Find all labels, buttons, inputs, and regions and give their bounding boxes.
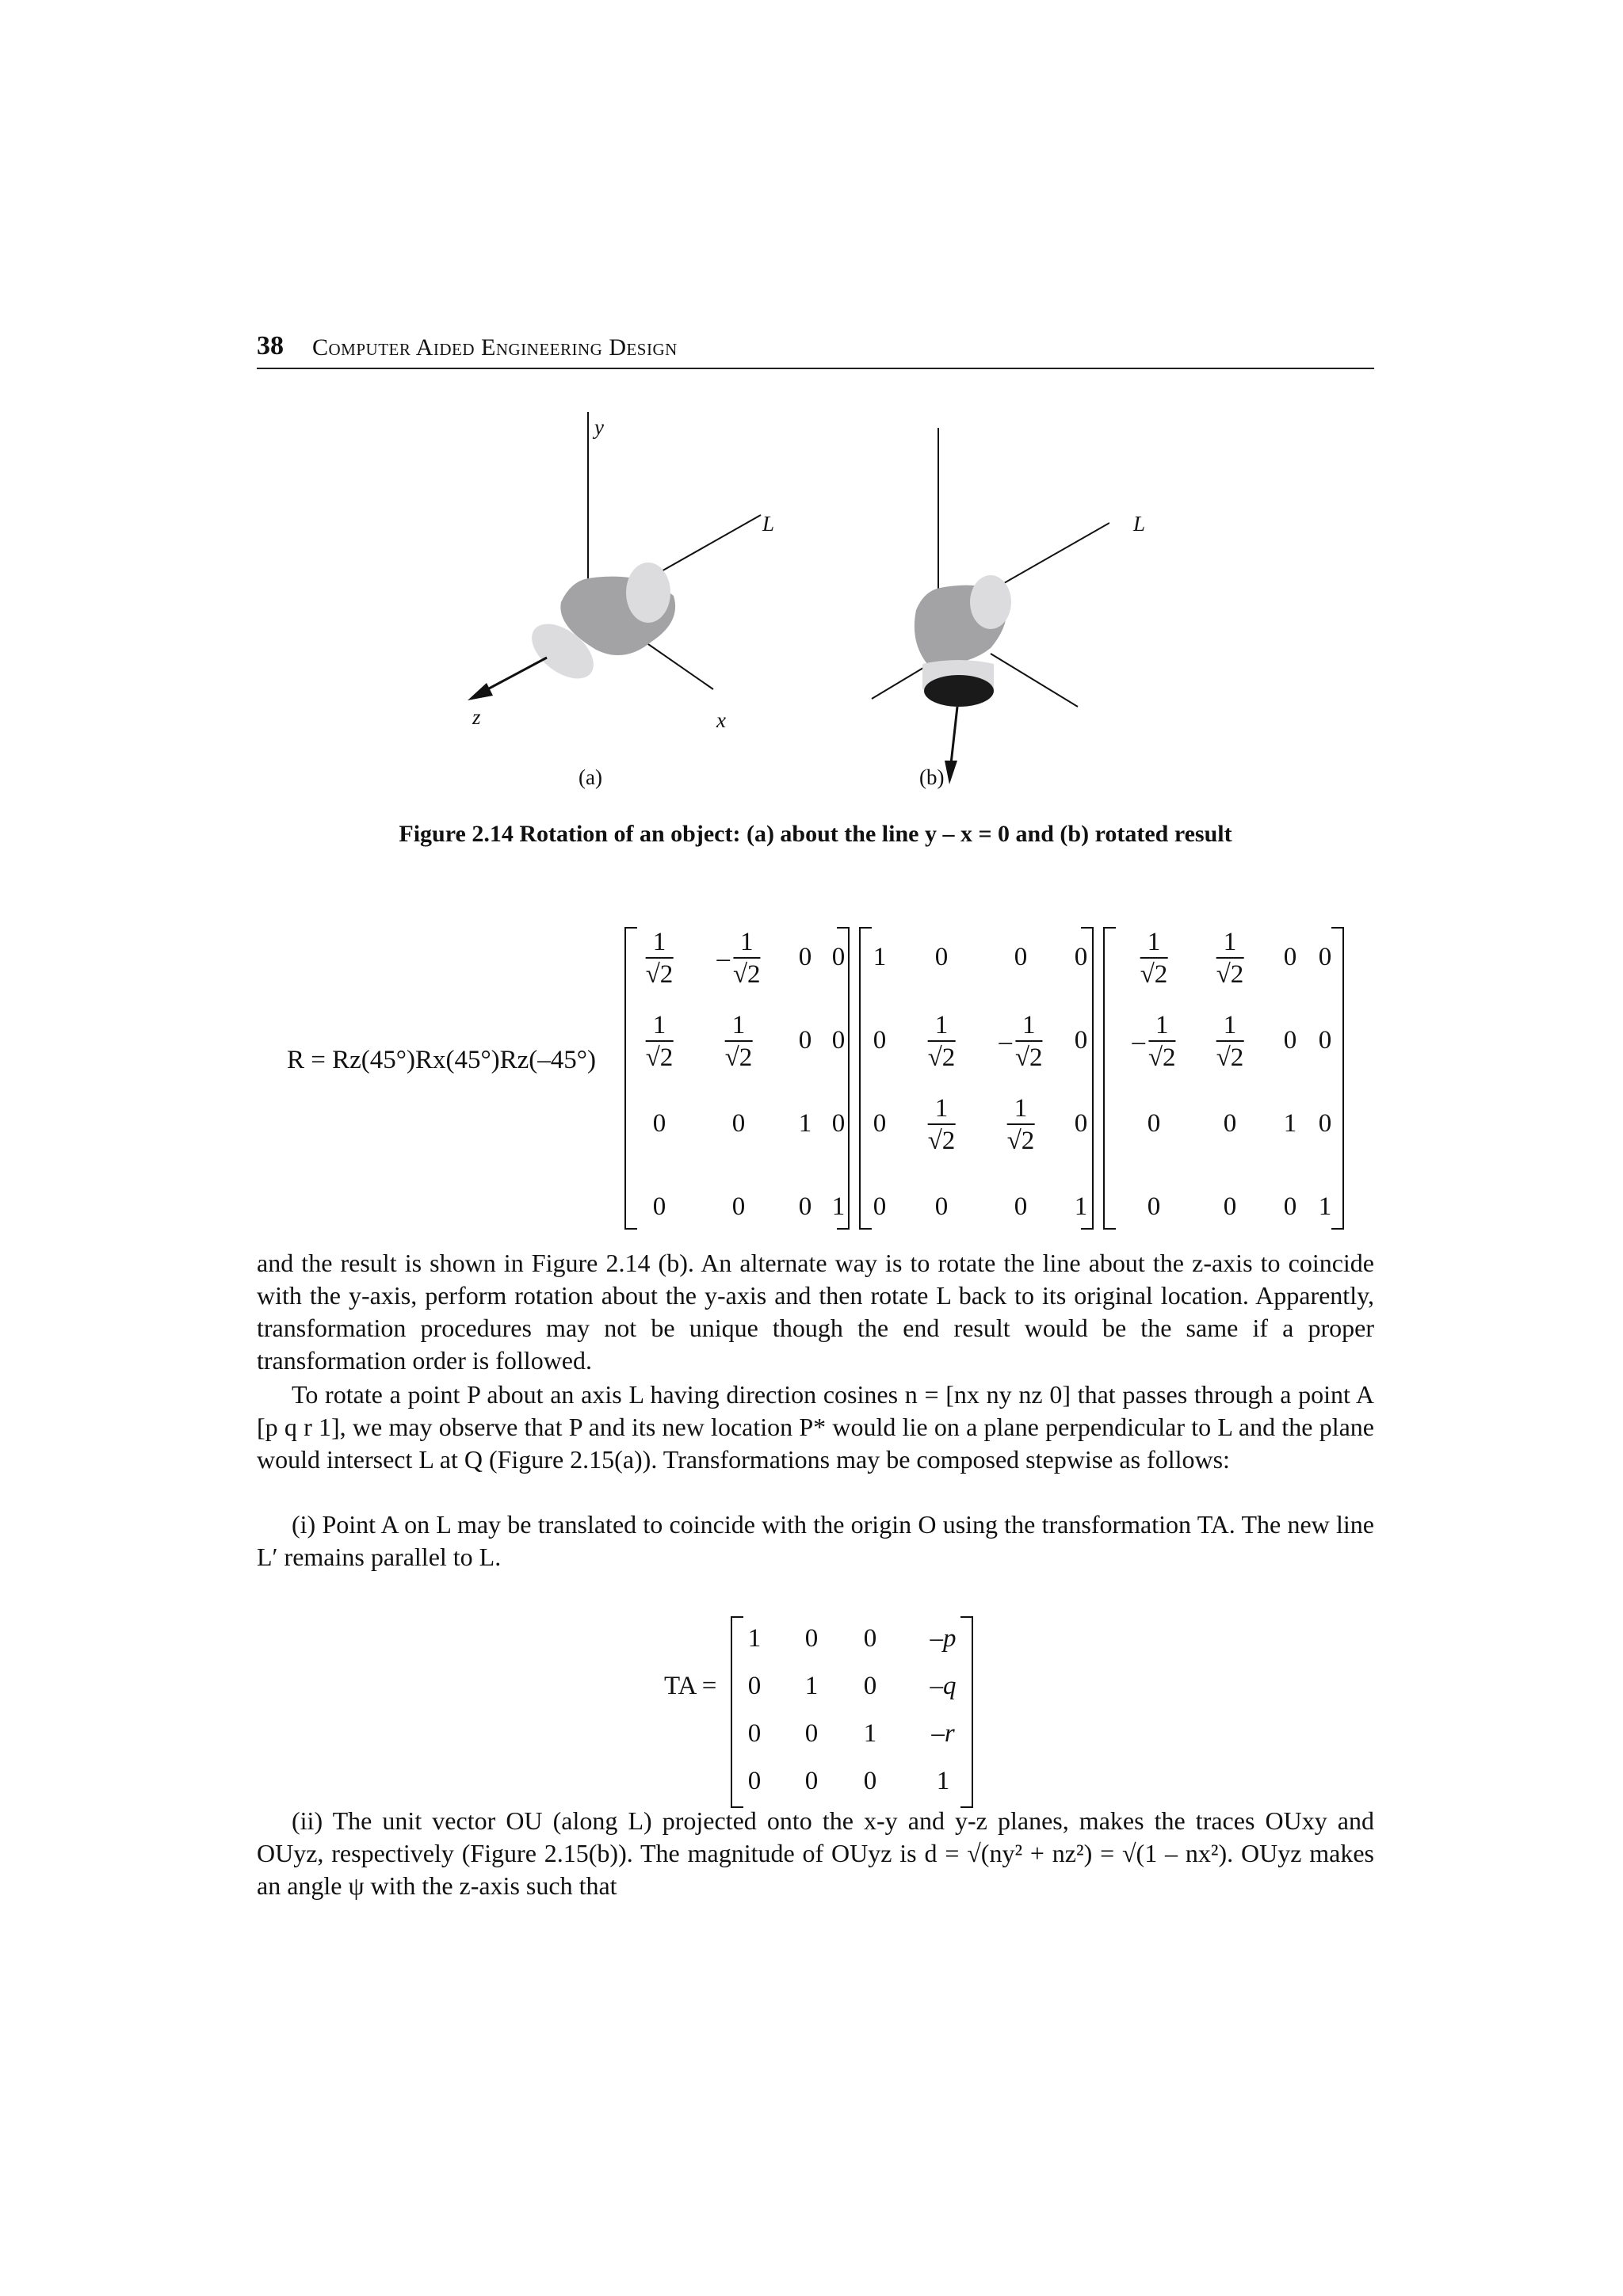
fraction bbox=[1216, 927, 1244, 990]
matrix-bracket bbox=[837, 927, 850, 1230]
fraction-numerator: 1 bbox=[646, 1010, 674, 1042]
matrix-cell: 0 bbox=[1318, 943, 1332, 971]
matrix-cell: 0 bbox=[1074, 1109, 1088, 1138]
matrix-cell bbox=[1216, 927, 1244, 990]
right-axis-b bbox=[991, 654, 1078, 707]
fraction-numerator: 1 bbox=[733, 927, 761, 959]
fraction-numerator: 1 bbox=[1216, 927, 1244, 959]
matrix-cell: 0 bbox=[863, 1672, 877, 1700]
matrix-cell: –q bbox=[930, 1672, 957, 1700]
fraction-numerator: 1 bbox=[1148, 1010, 1176, 1042]
fraction-denominator: √2 bbox=[732, 960, 761, 989]
fraction bbox=[646, 1010, 674, 1074]
matrix-cell: 0 bbox=[747, 1767, 762, 1795]
fraction bbox=[928, 1093, 956, 1157]
sublabel-b: (b) bbox=[919, 765, 945, 789]
matrix-cell: 0 bbox=[731, 1192, 746, 1221]
matrix-cell: 0 bbox=[1074, 1026, 1088, 1055]
running-header bbox=[257, 331, 1374, 369]
matrix-cell: 0 bbox=[747, 1719, 762, 1748]
matrix-cell: 0 bbox=[747, 1672, 762, 1700]
figure-svg bbox=[444, 412, 1109, 792]
matrix-cell: –r bbox=[931, 1719, 955, 1748]
matrix-cell: 0 bbox=[1147, 1192, 1161, 1221]
z-axis-label: z bbox=[472, 705, 481, 729]
fraction-denominator: √2 bbox=[645, 1043, 674, 1072]
matrix-cell: 1 bbox=[873, 943, 887, 971]
line-l-label-a: L bbox=[762, 512, 775, 536]
matrix-cell: 0 bbox=[731, 1109, 746, 1138]
fraction-denominator: √2 bbox=[1006, 1127, 1035, 1155]
part-a-drawing bbox=[468, 412, 761, 700]
fraction-numerator: 1 bbox=[928, 1093, 956, 1125]
arrowhead-b bbox=[945, 761, 957, 784]
matrix-cell: 0 bbox=[1147, 1109, 1161, 1138]
fraction bbox=[1148, 1010, 1176, 1074]
fraction-denominator: √2 bbox=[927, 1043, 956, 1072]
matrix-cell: 0 bbox=[798, 1026, 812, 1055]
fraction bbox=[733, 927, 761, 990]
matrix-cell: 0 bbox=[831, 1026, 846, 1055]
minus-sign: – bbox=[716, 944, 730, 973]
line-l-b bbox=[999, 523, 1109, 586]
matrix-cell bbox=[1216, 1010, 1244, 1074]
matrix-cell: 0 bbox=[1014, 1192, 1028, 1221]
matrix-cell bbox=[1132, 1010, 1175, 1074]
matrix-cell: 0 bbox=[798, 1192, 812, 1221]
fraction-numerator: 1 bbox=[1007, 1093, 1035, 1125]
matrix-cell: 1 bbox=[804, 1672, 819, 1700]
matrix-cell: 0 bbox=[1283, 1192, 1297, 1221]
matrix-bracket bbox=[1331, 927, 1344, 1230]
paragraph-2: To rotate a point P about an axis L having direction cosines n = [nx ny nz 0] that passes through a point A [p q r 1], we may observe that P and its new location P* would lie on a plane perpendicular to L and the plane would intersect L at Q (Figure 2.15(a)). Transformations may be composed stepwise as follows: bbox=[257, 1380, 1374, 1474]
matrix-cell: 0 bbox=[1283, 943, 1297, 971]
matrix-cell bbox=[646, 1010, 674, 1074]
matrix-cell bbox=[928, 1093, 956, 1157]
left-axis-b bbox=[872, 666, 927, 699]
fraction-numerator: 1 bbox=[646, 927, 674, 959]
x-axis-label: x bbox=[716, 708, 726, 732]
fraction-numerator: 1 bbox=[1216, 1010, 1244, 1042]
matrix-cell: 0 bbox=[1223, 1109, 1237, 1138]
fraction-numerator: 1 bbox=[928, 1010, 956, 1042]
fraction-denominator: √2 bbox=[724, 1043, 753, 1072]
matrix-cell bbox=[1007, 1093, 1035, 1157]
matrix-cell bbox=[646, 927, 674, 990]
matrix-cell: 0 bbox=[798, 943, 812, 971]
fraction bbox=[1015, 1010, 1043, 1074]
fraction-numerator: 1 bbox=[725, 1010, 753, 1042]
fraction bbox=[646, 927, 674, 990]
matrix-cell: 0 bbox=[831, 1109, 846, 1138]
matrix-cell bbox=[716, 927, 760, 990]
equation-r-lhs: R = Rz(45°)Rx(45°)Rz(–45°) bbox=[287, 1046, 596, 1074]
matrix-cell: 0 bbox=[804, 1624, 819, 1653]
matrix-cell bbox=[928, 1010, 956, 1074]
matrix-cell: 1 bbox=[863, 1719, 877, 1748]
matrix-cell: 0 bbox=[1318, 1109, 1332, 1138]
sublabel-a: (a) bbox=[579, 765, 602, 789]
y-axis-label: y bbox=[594, 415, 604, 439]
matrix-bracket bbox=[624, 927, 637, 1230]
object-end-b bbox=[924, 675, 994, 707]
running-title: Computer Aided Engineering Design bbox=[312, 334, 678, 360]
line-l-label-b: L bbox=[1133, 512, 1146, 536]
fraction-denominator: √2 bbox=[645, 960, 674, 989]
fraction-denominator: √2 bbox=[1140, 960, 1168, 989]
matrix-cell: 0 bbox=[1014, 943, 1028, 971]
fraction bbox=[1140, 927, 1168, 990]
matrix-bracket bbox=[960, 1616, 973, 1808]
fraction-denominator: √2 bbox=[1216, 1043, 1244, 1072]
matrix-bracket bbox=[859, 927, 872, 1230]
fraction-numerator: 1 bbox=[1015, 1010, 1043, 1042]
matrix-cell: 0 bbox=[873, 1192, 887, 1221]
arrowhead-a bbox=[468, 683, 493, 700]
matrix-cell: 0 bbox=[873, 1026, 887, 1055]
matrix-cell bbox=[999, 1010, 1042, 1074]
matrix-cell bbox=[725, 1010, 753, 1074]
figure-2-14 bbox=[444, 412, 1146, 796]
matrix-cell: 1 bbox=[1283, 1109, 1297, 1138]
matrix-cell: 1 bbox=[831, 1192, 846, 1221]
matrix-cell: 0 bbox=[804, 1719, 819, 1748]
paragraph-4: (ii) The unit vector OU (along L) projected onto the x-y and y-z planes, makes the traces OUxy and OUyz, respectively (Figure 2.15(b)). The magnitude of OUyz is d = √(ny² + nz²) = √(1 – nx²). OUyz makes an angle ψ with the z-axis such that bbox=[257, 1806, 1374, 1900]
fraction-denominator: √2 bbox=[1148, 1043, 1176, 1072]
matrix-cell: 0 bbox=[934, 1192, 949, 1221]
matrix-bracket bbox=[1081, 927, 1094, 1230]
matrix-cell: 1 bbox=[1318, 1192, 1332, 1221]
matrix-cell: 0 bbox=[1283, 1026, 1297, 1055]
matrix-cell: 0 bbox=[804, 1767, 819, 1795]
arrow-line-b bbox=[951, 707, 957, 764]
matrix-cell: 0 bbox=[1318, 1026, 1332, 1055]
matrix-cell: 0 bbox=[831, 943, 846, 971]
matrix-cell: –p bbox=[930, 1624, 957, 1653]
minus-sign: – bbox=[999, 1027, 1012, 1056]
minus-sign: – bbox=[1132, 1027, 1145, 1056]
matrix-cell: 0 bbox=[652, 1192, 666, 1221]
matrix-cell: 0 bbox=[1074, 943, 1088, 971]
figure-caption: Figure 2.14 Rotation of an object: (a) about the line y – x = 0 and (b) rotated result bbox=[399, 821, 1232, 847]
fraction bbox=[1216, 1010, 1244, 1074]
matrix-cell: 1 bbox=[936, 1767, 950, 1795]
matrix-bracket bbox=[731, 1616, 743, 1808]
object-cap-a bbox=[626, 563, 670, 623]
paragraph-1: and the result is shown in Figure 2.14 (b). An alternate way is to rotate the line about the z-axis to coincide with the y-axis, perform rotation about the y-axis and then rotate L back to its original location. Apparently, transformation procedures may not be unique though the end result would be the same if a proper transformation order is followed. bbox=[257, 1249, 1374, 1375]
paragraph-3: (i) Point A on L may be translated to coincide with the origin O using the transformation TA. The new line L′ remains parallel to L. bbox=[257, 1510, 1374, 1571]
matrix-cell: 1 bbox=[747, 1624, 762, 1653]
page-number: 38 bbox=[257, 331, 284, 360]
fraction-numerator: 1 bbox=[1140, 927, 1168, 959]
matrix-cell: 0 bbox=[934, 943, 949, 971]
fraction-denominator: √2 bbox=[1014, 1043, 1043, 1072]
fraction bbox=[1007, 1093, 1035, 1157]
matrix-cell: 0 bbox=[863, 1767, 877, 1795]
matrix-bracket bbox=[1103, 927, 1116, 1230]
matrix-cell: 0 bbox=[1223, 1192, 1237, 1221]
fraction-denominator: √2 bbox=[1216, 960, 1244, 989]
matrix-cell: 0 bbox=[873, 1109, 887, 1138]
part-b-drawing bbox=[872, 428, 1109, 784]
fraction bbox=[725, 1010, 753, 1074]
object-cap-b bbox=[970, 575, 1011, 629]
equation-ta-lhs: TA = bbox=[664, 1672, 717, 1700]
matrix-cell bbox=[1140, 927, 1168, 990]
matrix-cell: 0 bbox=[863, 1624, 877, 1653]
fraction-denominator: √2 bbox=[927, 1127, 956, 1155]
matrix-cell: 0 bbox=[652, 1109, 666, 1138]
fraction bbox=[928, 1010, 956, 1074]
matrix-cell: 1 bbox=[1074, 1192, 1088, 1221]
matrix-cell: 1 bbox=[798, 1109, 812, 1138]
